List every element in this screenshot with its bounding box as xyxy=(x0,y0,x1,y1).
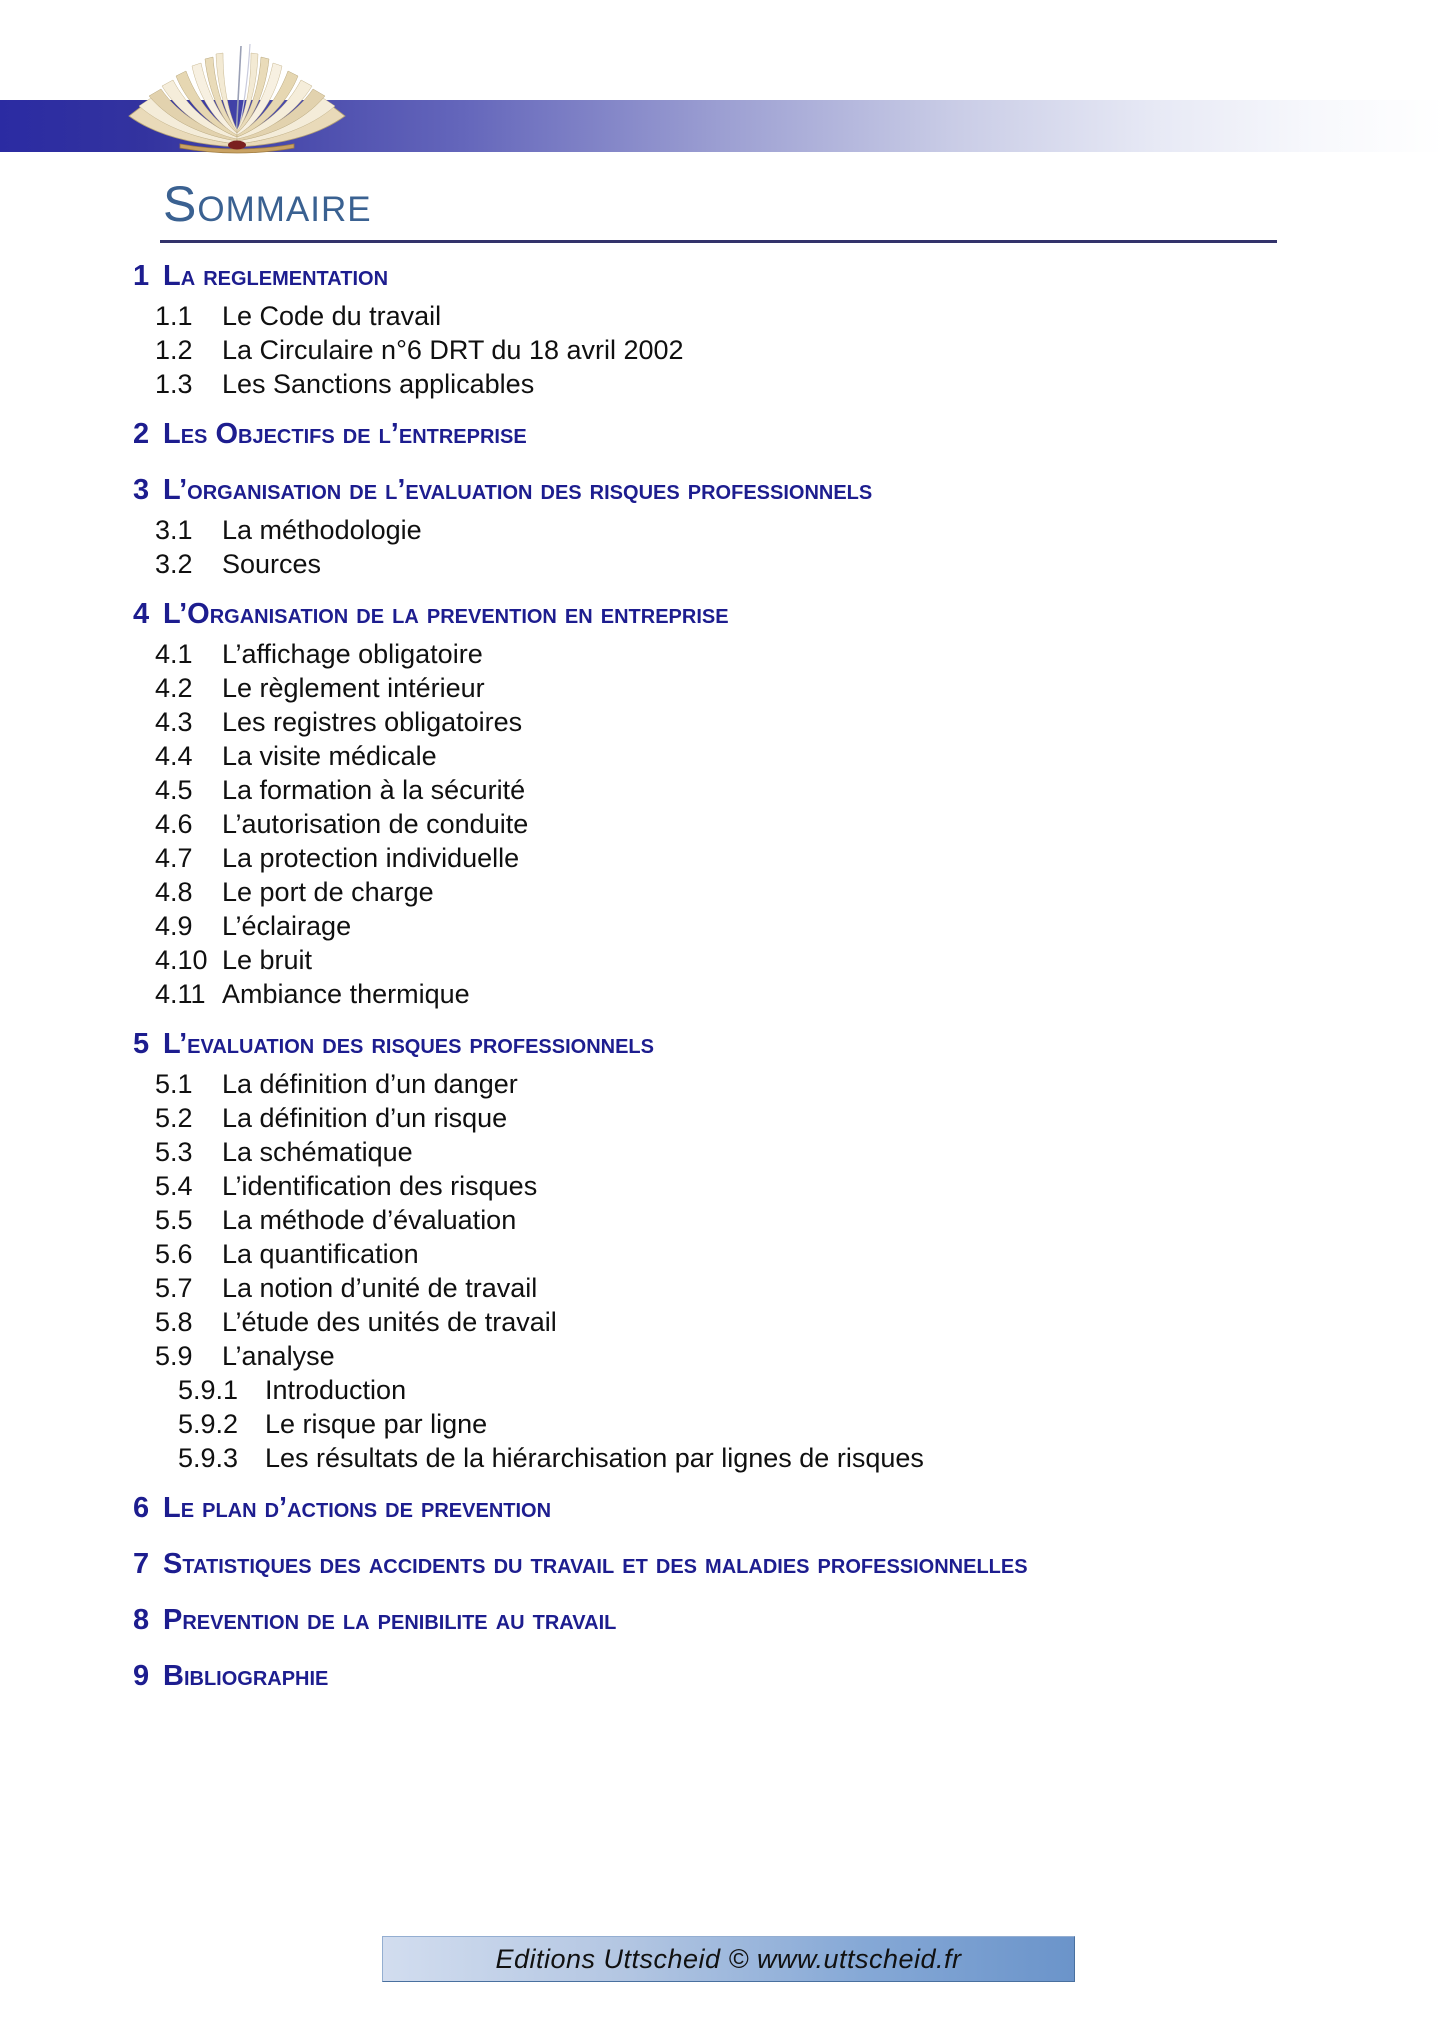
toc-entry-number: 4.2 xyxy=(155,672,193,703)
toc-entry xyxy=(133,1305,1323,1339)
toc-entry-label: La visite médicale xyxy=(222,740,437,771)
toc-entry xyxy=(133,1135,1323,1169)
toc-entry-label: Les registres obligatoires xyxy=(222,706,523,737)
toc-entry xyxy=(133,547,1323,581)
toc-subentry-number: 5.9.3 xyxy=(178,1442,239,1473)
toc-entry-label: La méthode d’évaluation xyxy=(222,1204,517,1235)
toc-entry-label: Les Sanctions applicables xyxy=(222,368,535,399)
toc-section xyxy=(133,1486,1323,1531)
toc-entry-number: 4.5 xyxy=(155,774,193,805)
footer-bar xyxy=(382,1936,1075,1982)
toc-section-heading xyxy=(133,1486,1323,1531)
toc-subentry xyxy=(133,1373,1323,1407)
toc-section-items xyxy=(133,1067,1323,1475)
toc-entry-number: 5.7 xyxy=(155,1272,193,1303)
toc-entry xyxy=(133,671,1323,705)
toc-entry-label: L’analyse xyxy=(222,1340,335,1371)
toc-section-heading xyxy=(133,1542,1323,1587)
toc-section xyxy=(133,412,1323,457)
toc-entry-label: L’autorisation de conduite xyxy=(222,808,529,839)
toc-entry-number: 5.4 xyxy=(155,1170,193,1201)
toc-entry-label: La schématique xyxy=(222,1136,413,1167)
toc-section-heading xyxy=(133,468,1323,513)
toc-entry-label: La définition d’un danger xyxy=(222,1068,518,1099)
toc-section-heading xyxy=(133,254,1323,299)
footer-text: Editions Uttscheid © www.uttscheid.fr xyxy=(495,1943,962,1974)
toc-section-number: 5 xyxy=(133,1027,150,1060)
toc-entry-number: 4.11 xyxy=(155,978,206,1009)
toc-entry xyxy=(133,705,1323,739)
toc-section-number: 8 xyxy=(133,1603,150,1636)
toc-entry-number: 5.1 xyxy=(155,1068,193,1099)
toc-section-title: Le plan d’actions de prevention xyxy=(163,1491,552,1524)
toc-section xyxy=(133,1654,1323,1699)
toc-section-title: L’organisation de l’evaluation des risques professionnels xyxy=(163,473,873,506)
toc-entry-label: Le Code du travail xyxy=(222,300,442,331)
toc-entry xyxy=(133,367,1323,401)
toc-entry xyxy=(133,909,1323,943)
toc-entry-label: Le règlement intérieur xyxy=(222,672,485,703)
toc-entry-number: 4.10 xyxy=(155,944,208,975)
toc-section-title: L’Organisation de la prevention en entreprise xyxy=(163,597,729,630)
toc-section-title: La reglementation xyxy=(163,259,389,292)
toc-section-number: 3 xyxy=(133,473,150,506)
toc-section-number: 9 xyxy=(133,1659,150,1692)
toc-entry-label: La protection individuelle xyxy=(222,842,520,873)
toc-entry-label: L’identification des risques xyxy=(222,1170,538,1201)
toc-section xyxy=(133,1022,1323,1475)
toc-subentry-label: Introduction xyxy=(265,1374,407,1405)
toc-section-number: 7 xyxy=(133,1547,150,1580)
toc-section-number: 6 xyxy=(133,1491,150,1524)
toc-section xyxy=(133,592,1323,1011)
toc-section-heading xyxy=(133,1598,1323,1643)
title-rule xyxy=(160,240,1277,243)
toc-entry xyxy=(133,1237,1323,1271)
toc-section-number: 2 xyxy=(133,417,150,450)
toc-subentry xyxy=(133,1441,1323,1475)
toc-entry-number: 5.6 xyxy=(155,1238,193,1269)
page-title: Sommaire xyxy=(163,176,372,232)
toc-entry xyxy=(133,1203,1323,1237)
toc-entry-number: 5.9 xyxy=(155,1340,193,1371)
toc-entry-number: 4.7 xyxy=(155,842,193,873)
toc-entry-label: La notion d’unité de travail xyxy=(222,1272,538,1303)
toc-entry xyxy=(133,875,1323,909)
toc-entry-label: L’éclairage xyxy=(222,910,352,941)
toc-entry-number: 5.5 xyxy=(155,1204,193,1235)
toc-entry-number: 4.1 xyxy=(155,638,193,669)
toc-entry-label: Le bruit xyxy=(222,944,313,975)
toc-entry-number: 4.3 xyxy=(155,706,193,737)
toc-entry-number: 1.2 xyxy=(155,334,193,365)
toc-section-number: 1 xyxy=(133,259,150,292)
toc-entry-label: Ambiance thermique xyxy=(222,978,470,1009)
toc-entry xyxy=(133,299,1323,333)
toc-section-heading xyxy=(133,1022,1323,1067)
toc-entry-number: 1.3 xyxy=(155,368,193,399)
toc-entry-label: La méthodologie xyxy=(222,514,422,545)
toc-entry-number: 4.6 xyxy=(155,808,193,839)
open-book-icon xyxy=(122,40,352,160)
toc-entry-label: L’étude des unités de travail xyxy=(222,1306,557,1337)
toc-subentry-label: Le risque par ligne xyxy=(265,1408,488,1439)
toc-section-items xyxy=(133,299,1323,401)
toc-entry xyxy=(133,1339,1323,1373)
toc-entry-number: 5.2 xyxy=(155,1102,193,1133)
toc-entry xyxy=(133,1101,1323,1135)
toc-section-items xyxy=(133,513,1323,581)
toc-section xyxy=(133,254,1323,401)
toc-entry-number: 4.9 xyxy=(155,910,193,941)
toc-entry-number: 3.1 xyxy=(155,514,193,545)
toc-section-title: Prevention de la penibilite au travail xyxy=(163,1603,617,1636)
toc-entry-number: 5.3 xyxy=(155,1136,193,1167)
toc-section-title: L’evaluation des risques professionnels xyxy=(163,1027,654,1060)
toc-entry-label: Le port de charge xyxy=(222,876,434,907)
toc-entry-label: La formation à la sécurité xyxy=(222,774,526,805)
toc-section-heading xyxy=(133,1654,1323,1699)
toc-section xyxy=(133,1598,1323,1643)
toc-entry-label: La Circulaire n°6 DRT du 18 avril 2002 xyxy=(222,334,684,365)
toc-section-title: Les Objectifs de l’entreprise xyxy=(163,417,527,450)
toc-subentry-number: 5.9.1 xyxy=(178,1374,239,1405)
toc-subentry-label: Les résultats de la hiérarchisation par lignes de risques xyxy=(265,1442,924,1473)
toc-section-number: 4 xyxy=(133,597,150,630)
toc-section xyxy=(133,1542,1323,1587)
toc-section-title: Bibliographie xyxy=(163,1659,329,1692)
page-header xyxy=(0,0,1445,152)
toc-entry xyxy=(133,807,1323,841)
toc-entry-number: 3.2 xyxy=(155,548,193,579)
toc-entry xyxy=(133,513,1323,547)
toc-section-heading xyxy=(133,412,1323,457)
toc-entry xyxy=(133,333,1323,367)
toc-entry xyxy=(133,739,1323,773)
toc-entry xyxy=(133,977,1323,1011)
toc-entry xyxy=(133,1067,1323,1101)
toc-entry-number: 4.4 xyxy=(155,740,193,771)
toc-entry xyxy=(133,1169,1323,1203)
toc-entry-label: Sources xyxy=(222,548,322,579)
toc-section xyxy=(133,468,1323,581)
toc-entry-label: L’affichage obligatoire xyxy=(222,638,483,669)
toc-entry-label: La quantification xyxy=(222,1238,419,1269)
toc-entry-number: 1.1 xyxy=(155,300,193,331)
toc-entry xyxy=(133,637,1323,671)
toc-subentry-number: 5.9.2 xyxy=(178,1408,239,1439)
toc-entry-label: La définition d’un risque xyxy=(222,1102,508,1133)
toc xyxy=(133,254,1323,1699)
toc-entry xyxy=(133,841,1323,875)
toc-entry xyxy=(133,1271,1323,1305)
toc-entry-number: 5.8 xyxy=(155,1306,193,1337)
toc-section-items xyxy=(133,637,1323,1011)
toc-section-heading xyxy=(133,592,1323,637)
toc-entry-number: 4.8 xyxy=(155,876,193,907)
toc-section-title: Statistiques des accidents du travail et des maladies professionnelles xyxy=(163,1547,1028,1580)
toc-entry xyxy=(133,943,1323,977)
toc-subentry xyxy=(133,1407,1323,1441)
toc-entry xyxy=(133,773,1323,807)
